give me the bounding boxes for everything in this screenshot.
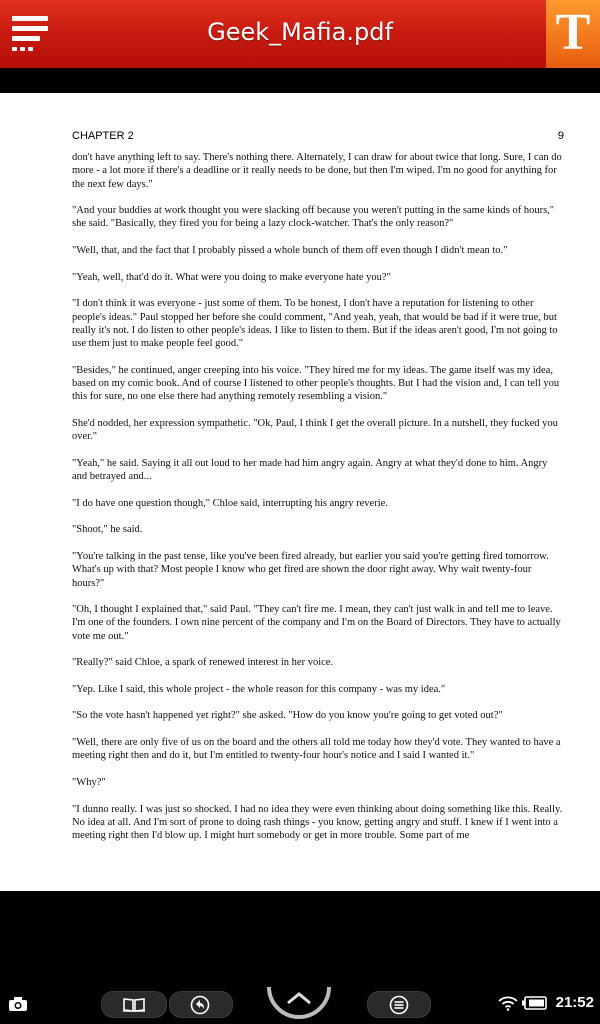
battery-icon xyxy=(521,996,547,1010)
paragraph: "Yeah, well, that'd do it. What were you doing to make everyone hate you?" xyxy=(72,271,391,283)
paragraph: "Yep. Like I said, this whole project - the whole reason for this company - was my idea." xyxy=(72,683,446,695)
paragraph: "I dunno really. I was just so shocked. I had no idea they were even thinking about doing something like this. Really. No idea at all. And I'm sort of prone to doing rash things - you know, getting angry and stuff. I knew if I went into a meeting right then I'd blow up. I might hurt somebody or get in more trouble. Some part of me xyxy=(72,803,563,842)
wifi-icon xyxy=(498,995,518,1011)
system-bar xyxy=(0,985,600,1024)
page-number: 9 xyxy=(557,130,564,142)
menu-circle-icon xyxy=(389,995,409,1015)
paragraph: "So the vote hasn't happened yet right?" she asked. "How do you know you're going to get voted out?" xyxy=(72,710,503,722)
paragraph: She'd nodded, her expression sympathetic. "Ok, Paul, I think I get the overall picture. In a nutshell, they fucked you over." xyxy=(72,417,558,443)
library-button[interactable] xyxy=(101,991,167,1018)
font-settings-button[interactable] xyxy=(546,0,600,68)
clock: 21:52 xyxy=(555,994,594,1011)
app-bar xyxy=(0,0,600,68)
paragraph: "Oh, I thought I explained that," said Paul. "They can't fire me. I mean, they can't just walk in and tell me to leave. I'm one of the founders. I own nine percent of the company and I'm on the Board of Directors. They have to actually vote me out." xyxy=(72,604,561,642)
paragraph: "Really?" said Chloe, a spark of renewed interest in her voice. xyxy=(72,657,334,669)
chapter-header: CHAPTER 2 xyxy=(72,130,134,142)
paragraph: "You're talking in the past tense, like you've been fired already, but earlier you said you're getting fired tomorrow. What's up with that? Most people I know who get fired are shown the door right away. Why wait twenty-four hours?" xyxy=(72,550,549,589)
paragraph: "Yeah," he said. Saying it all out loud to her made had him angry again. Angry at what they'd done to him. Angry and betrayed and... xyxy=(72,457,548,483)
up-arrow-icon[interactable] xyxy=(266,985,332,1019)
running-header xyxy=(72,130,564,142)
book-icon xyxy=(122,997,146,1012)
document-page[interactable] xyxy=(0,93,600,891)
back-icon xyxy=(190,995,210,1015)
paragraph: "Well, there are only five of us on the board and the others all told me today how they'd vote. They wanted to have a meeting right then and do it, but I'm entitled to twenty-four hour's notice and I said I wanted it." xyxy=(72,737,561,762)
paragraph: "I do have one question though," Chloe said, interrupting his angry reverie. xyxy=(72,497,388,509)
paragraph: "I don't think it was everyone - just some of them. To be honest, I don't have a reputation for listening to other people's ideas." Paul stopped her before she could comment, "And yeah, yeah, that would be bad if it were true, but really it's not. I do listen to other people's ideas. I like to listen to them. But if the ideas aren't good, I'm not going to use them just to make people feel good." xyxy=(72,298,558,350)
font-settings-icon: T xyxy=(555,4,591,61)
paragraph: "Well, that, and the fact that I probably pissed a whole bunch of them off even though I didn't mean to." xyxy=(72,245,508,257)
paragraph: "And your buddies at work thought you were slacking off because you weren't putting in the same kinds of hours," she said. "Basically, they fired you for being a lazy clock-watcher. That's the only reason?" xyxy=(72,205,555,230)
back-button[interactable] xyxy=(169,991,233,1018)
menu-button[interactable] xyxy=(367,991,431,1018)
screenshot-icon[interactable] xyxy=(8,996,28,1012)
document-title: Geek_Mafia.pdf xyxy=(207,18,393,46)
paragraph: "Shoot," he said. xyxy=(72,524,143,536)
paragraph: don't have anything left to say. There's nothing there. Alternately, I can draw for about twice that long. Sure, I can do more - a lot more if there's a deadline or it really needs to be done, but then I'm wiped. I'm no good for anything for the next few days." xyxy=(72,152,562,190)
paragraph: "Besides," he continued, anger creeping into his voice. "They hired me for my ideas. The game itself was my idea, based on my comic book. And of course I listened to other people's thoughts. But I had the vision and, I can tell you this for sure, no one else there had anything remotely resembling a vision." xyxy=(72,364,560,403)
page-body xyxy=(72,151,564,856)
paragraph: "Why?" xyxy=(72,776,106,788)
